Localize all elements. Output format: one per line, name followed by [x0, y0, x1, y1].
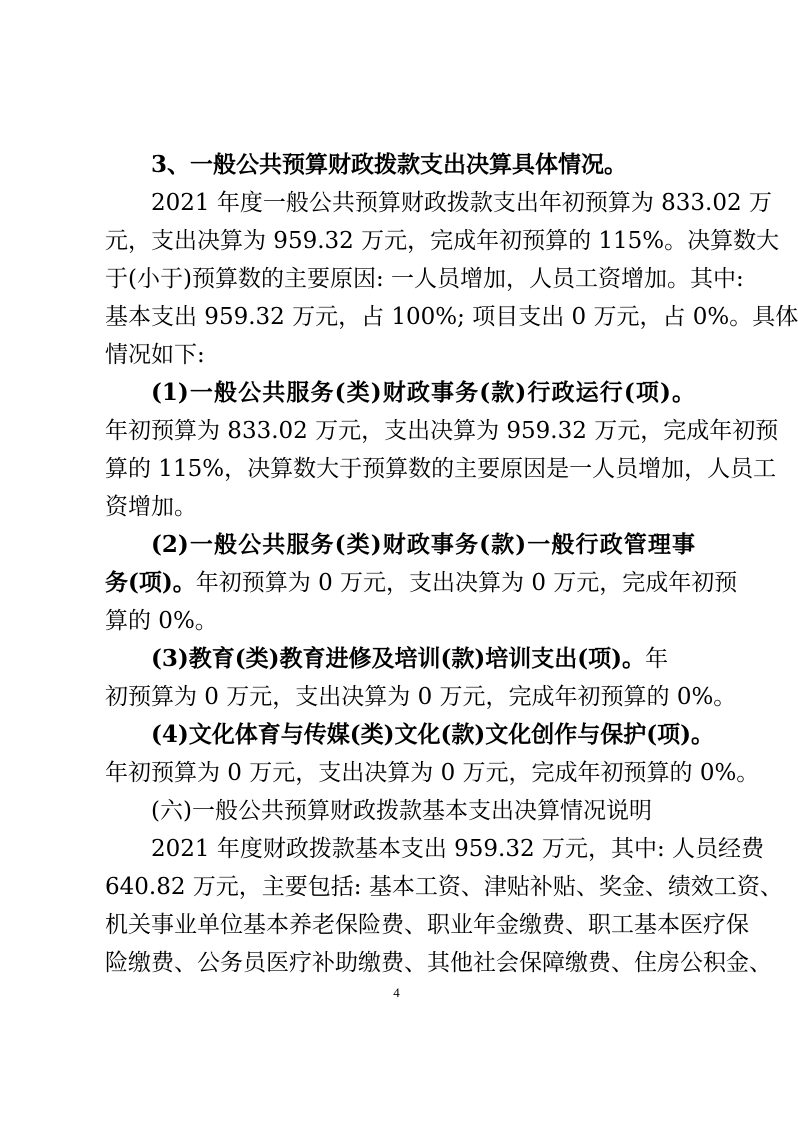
item-title: (2)一般公共服务(类)财政事务(款)一般行政管理事: [151, 531, 695, 558]
item-title-continuation: 务(项)。: [105, 569, 196, 596]
paragraph-line: [105, 566, 738, 600]
paragraph-line: 2021 年度财政拨款基本支出 959.32 万元，其中: 人员经费: [151, 836, 765, 862]
paragraph-line: 险缴费、公务员医疗补助缴费、其他社会保障缴费、住房公积金、: [105, 950, 772, 976]
paragraph-line: 算的 115%，决算数大于预算数的主要原因是一人员增加，人员工: [105, 456, 777, 482]
paragraph-line: 640.82 万元，主要包括: 基本工资、津贴补贴、奖金、绩效工资、: [105, 874, 783, 900]
paragraph-text: 年: [645, 646, 669, 672]
paragraph-line: 算的 0%。: [105, 608, 218, 634]
paragraph-line: 基本支出 959.32 万元，占 100%; 项目支出 0 万元，占 0%。具体: [105, 304, 798, 330]
paragraph-line: 元，支出决算为 959.32 万元，完成年初预算的 115%。决算数大: [105, 228, 780, 254]
paragraph-line: [151, 642, 695, 676]
item-title: (3)教育(类)教育进修及培训(款)培训支出(项)。: [151, 645, 646, 672]
paragraph-line: 初预算为 0 万元，支出决算为 0 万元，完成年初预算的 0%。: [105, 684, 737, 710]
paragraph-line: 于(小于)预算数的主要原因: 一人员增加，人员工资增加。其中:: [105, 266, 744, 292]
paragraph-text: 年初预算为 0 万元，支出决算为 0 万元，完成年初预: [195, 570, 738, 596]
item-title: (4)文化体育与传媒(类)文化(款)文化创作与保护(项)。: [151, 721, 715, 748]
page-number: 4: [393, 985, 400, 1000]
paragraph-line: 年初预算为 833.02 万元，支出决算为 959.32 万元，完成年初预: [105, 418, 779, 444]
paragraph-line: 2021 年度一般公共预算财政拨款支出年初预算为 833.02 万: [151, 190, 772, 216]
section-title: (六)一般公共预算财政拨款基本支出决算情况说明: [151, 798, 652, 824]
item-title: (1)一般公共服务(类)财政事务(款)行政运行(项)。: [151, 379, 695, 406]
paragraph-line: 机关事业单位基本养老保险费、职业年金缴费、职工基本医疗保: [105, 912, 749, 938]
paragraph-line: 资增加。: [105, 494, 197, 520]
paragraph-line: 年初预算为 0 万元，支出决算为 0 万元，完成年初预算的 0%。: [105, 760, 760, 786]
paragraph-line: 情况如下:: [105, 342, 205, 368]
section-heading: 3、一般公共预算财政拨款支出决算具体情况。: [151, 151, 628, 178]
